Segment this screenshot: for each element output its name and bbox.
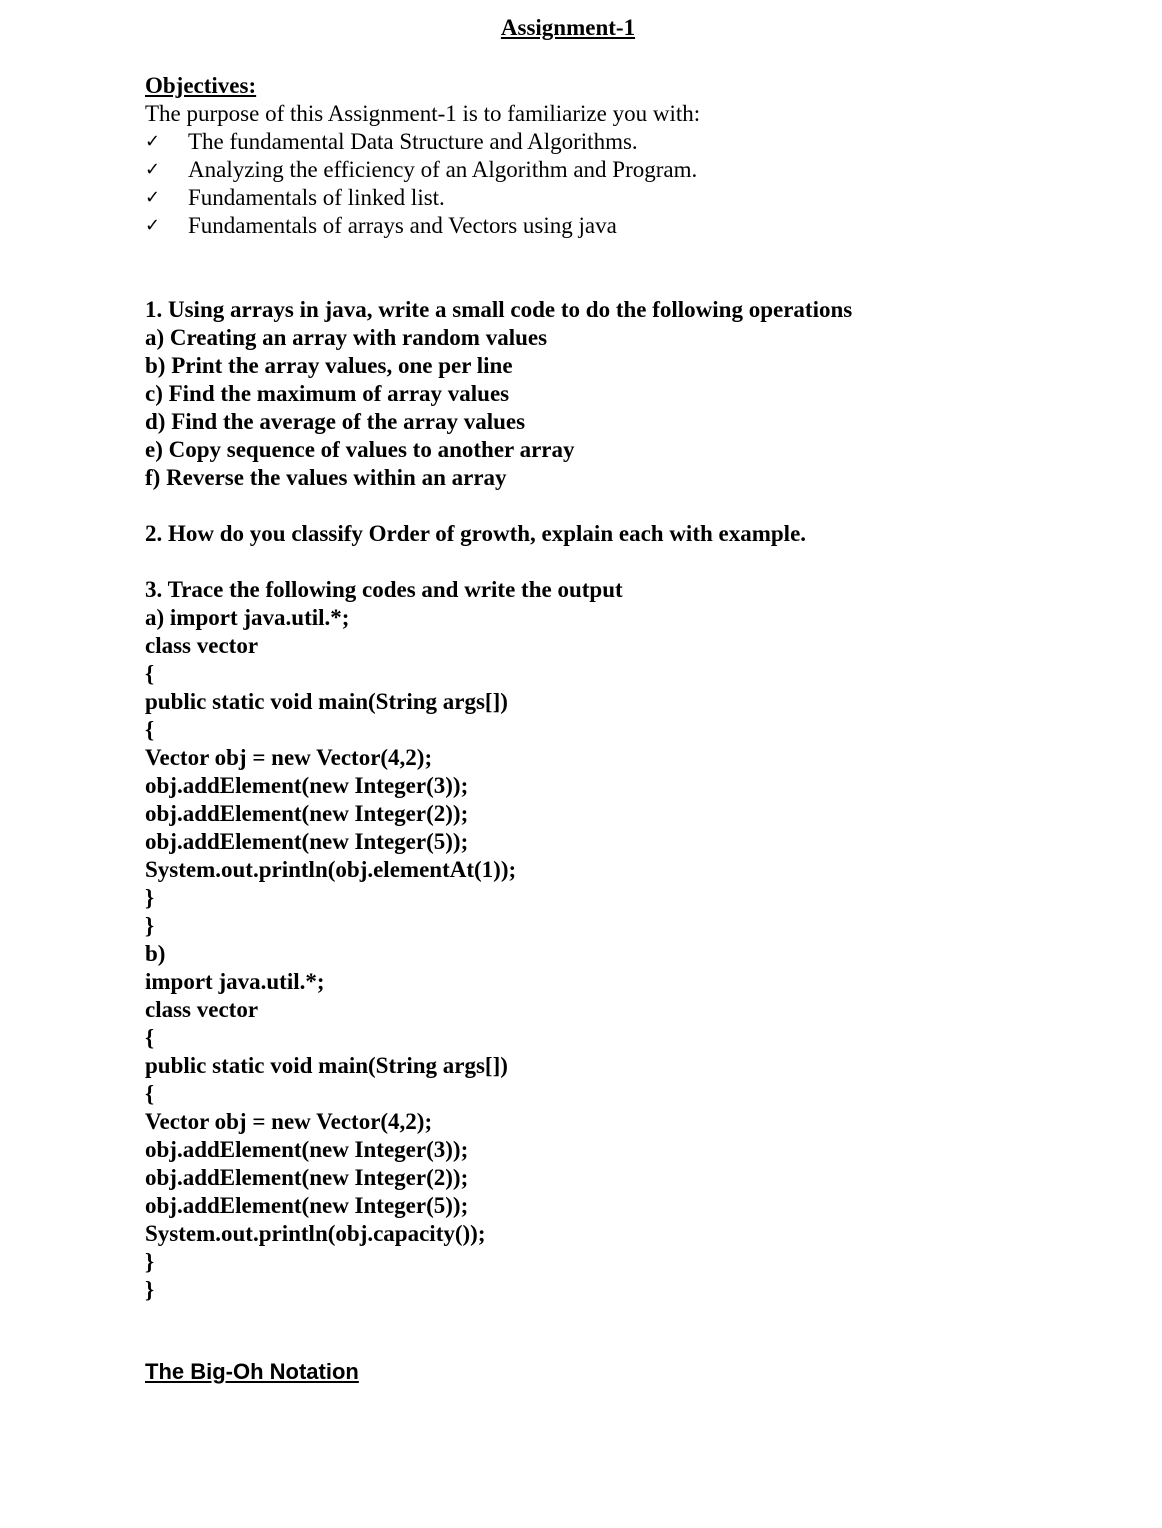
code-line: public static void main(String args[]): [145, 689, 508, 714]
code-line: Vector obj = new Vector(4,2);: [145, 1109, 433, 1134]
objective-item: ✓ Analyzing the efficiency of an Algorithm and Program.: [145, 157, 698, 182]
objectives-heading: Objectives:: [145, 73, 257, 98]
question-1-part: a) Creating an array with random values: [145, 325, 548, 350]
code-b-label: b): [145, 941, 166, 966]
question-1-heading: 1. Using arrays in java, write a small code to do the following operations: [145, 297, 853, 322]
question-1-part: e) Copy sequence of values to another array: [145, 437, 575, 462]
code-line: System.out.println(obj.capacity());: [145, 1221, 486, 1246]
question-2-heading: 2. How do you classify Order of growth, explain each with example.: [145, 521, 807, 546]
code-line: obj.addElement(new Integer(5));: [145, 829, 469, 854]
checkmark-icon: ✓: [145, 215, 161, 236]
question-1-part: f) Reverse the values within an array: [145, 465, 507, 490]
code-line: System.out.println(obj.elementAt(1));: [145, 857, 517, 882]
code-line: {: [145, 1081, 155, 1106]
objectives-intro: The purpose of this Assignment-1 is to familiarize you with:: [145, 101, 701, 126]
checkmark-icon: ✓: [145, 159, 161, 180]
code-line: class vector: [145, 633, 259, 658]
objective-item: ✓ The fundamental Data Structure and Algorithms.: [145, 129, 638, 154]
checkmark-icon: ✓: [145, 131, 161, 152]
code-line: public static void main(String args[]): [145, 1053, 508, 1078]
code-line: }: [145, 885, 155, 910]
code-line: import java.util.*;: [145, 969, 325, 994]
question-1-part: c) Find the maximum of array values: [145, 381, 510, 406]
code-line: obj.addElement(new Integer(2));: [145, 801, 469, 826]
code-line: {: [145, 717, 155, 742]
code-line: obj.addElement(new Integer(2));: [145, 1165, 469, 1190]
question-3-heading: 3. Trace the following codes and write the output: [145, 577, 623, 602]
code-line: {: [145, 661, 155, 686]
page-title: Assignment-1: [500, 15, 636, 40]
question-1-part: d) Find the average of the array values: [145, 409, 526, 434]
checkmark-icon: ✓: [145, 187, 161, 208]
code-line: class vector: [145, 997, 259, 1022]
code-line: {: [145, 1025, 155, 1050]
code-line: obj.addElement(new Integer(5));: [145, 1193, 469, 1218]
big-oh-heading: The Big-Oh Notation: [145, 1359, 359, 1384]
objective-item: ✓ Fundamentals of arrays and Vectors using java: [145, 213, 617, 238]
code-block-b: [145, 968, 1125, 1304]
code-line: obj.addElement(new Integer(3));: [145, 1137, 469, 1162]
code-line: Vector obj = new Vector(4,2);: [145, 745, 433, 770]
code-line: obj.addElement(new Integer(3));: [145, 773, 469, 798]
code-line: }: [145, 913, 155, 938]
document-body: [145, 72, 1125, 1386]
code-block-a: [145, 604, 1125, 940]
code-line: }: [145, 1277, 155, 1302]
question-1-part: b) Print the array values, one per line: [145, 353, 513, 378]
code-line: }: [145, 1249, 155, 1274]
code-line: a) import java.util.*;: [145, 605, 350, 630]
objective-item: ✓ Fundamentals of linked list.: [145, 185, 445, 210]
